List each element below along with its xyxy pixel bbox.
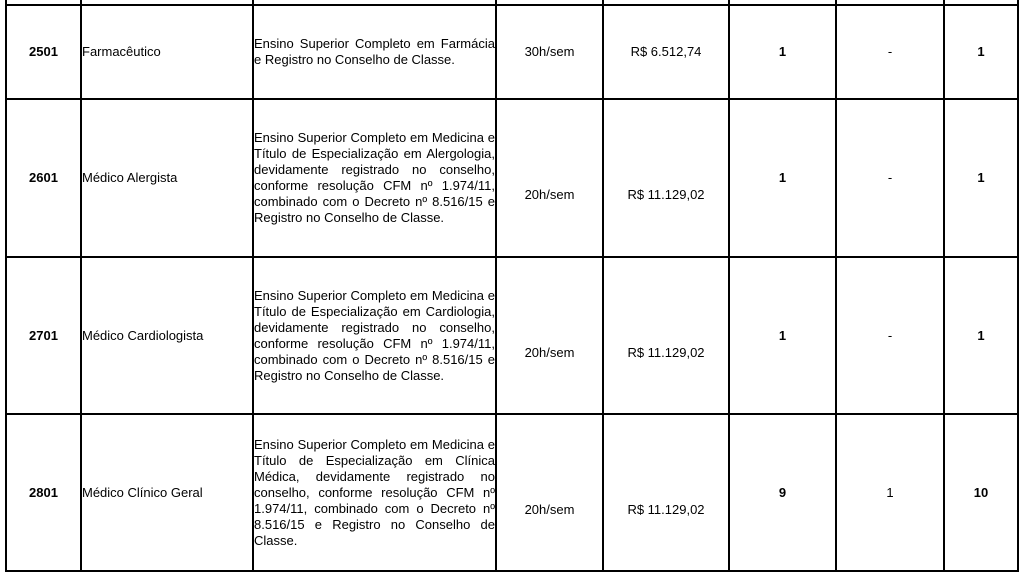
table-row <box>6 5 1018 99</box>
position-requirements: Ensino Superior Completo em Medicina e Título de Especialização em Clínica Médica, devidamente registrado no conselho, conforme resolução CFM nº 1.974/11, combinado com o Decreto nº 8.516/15 e Registro no Conselho de Classe. <box>253 414 496 571</box>
position-requirements: Ensino Superior Completo em Medicina e Título de Especialização em Alergologia, devidamente registrado no conselho, conforme resolução CFM nº 1.974/11, combinado com o Decreto nº 8.516/15 e Registro no Conselho de Classe. <box>253 99 496 257</box>
workload-hours <box>496 414 603 571</box>
salary-text: R$ 11.129,02 <box>627 187 705 202</box>
workload-hours-text: 20h/sem <box>524 344 575 360</box>
vacancies-pcd: 1 <box>836 414 944 571</box>
salary <box>603 5 729 99</box>
workload-hours <box>496 257 603 414</box>
position-code: 2801 <box>6 414 81 571</box>
vacancies-pcd: - <box>836 5 944 99</box>
table-row <box>6 257 1018 414</box>
vacancies-total: 1 <box>944 257 1018 414</box>
position-code: 2501 <box>6 5 81 99</box>
table-row <box>6 99 1018 257</box>
vacancies-total: 10 <box>944 414 1018 571</box>
position-requirements: Ensino Superior Completo em Medicina e Título de Especialização em Cardiologia, devidamente registrado no conselho, conforme resolução CFM nº 1.974/11, combinado com o Decreto nº 8.516/15 e Registro no Conselho de Classe. <box>253 257 496 414</box>
position-code: 2601 <box>6 99 81 257</box>
vacancies-total: 1 <box>944 5 1018 99</box>
vacancies-general: 1 <box>729 5 836 99</box>
vacancies-general: 9 <box>729 414 836 571</box>
workload-hours-text: 30h/sem <box>524 44 575 59</box>
workload-hours <box>496 99 603 257</box>
position-title: Médico Clínico Geral <box>81 414 253 571</box>
workload-hours <box>496 5 603 99</box>
vacancies-total: 1 <box>944 99 1018 257</box>
position-title: Médico Cardiologista <box>81 257 253 414</box>
vacancies-pcd: - <box>836 99 944 257</box>
table-row <box>6 414 1018 571</box>
salary-text: R$ 6.512,74 <box>630 44 702 59</box>
vacancies-general: 1 <box>729 99 836 257</box>
job-positions-table <box>5 0 1019 572</box>
workload-hours-text: 20h/sem <box>524 187 575 202</box>
salary <box>603 99 729 257</box>
salary-text: R$ 11.129,02 <box>627 344 705 360</box>
salary <box>603 257 729 414</box>
position-code: 2701 <box>6 257 81 414</box>
salary <box>603 414 729 571</box>
position-title: Médico Alergista <box>81 99 253 257</box>
vacancies-pcd: - <box>836 257 944 414</box>
vacancies-general: 1 <box>729 257 836 414</box>
workload-hours-text: 20h/sem <box>524 501 575 517</box>
position-requirements: Ensino Superior Completo em Farmácia e Registro no Conselho de Classe. <box>253 5 496 99</box>
position-title: Farmacêutico <box>81 5 253 99</box>
salary-text: R$ 11.129,02 <box>627 501 705 517</box>
